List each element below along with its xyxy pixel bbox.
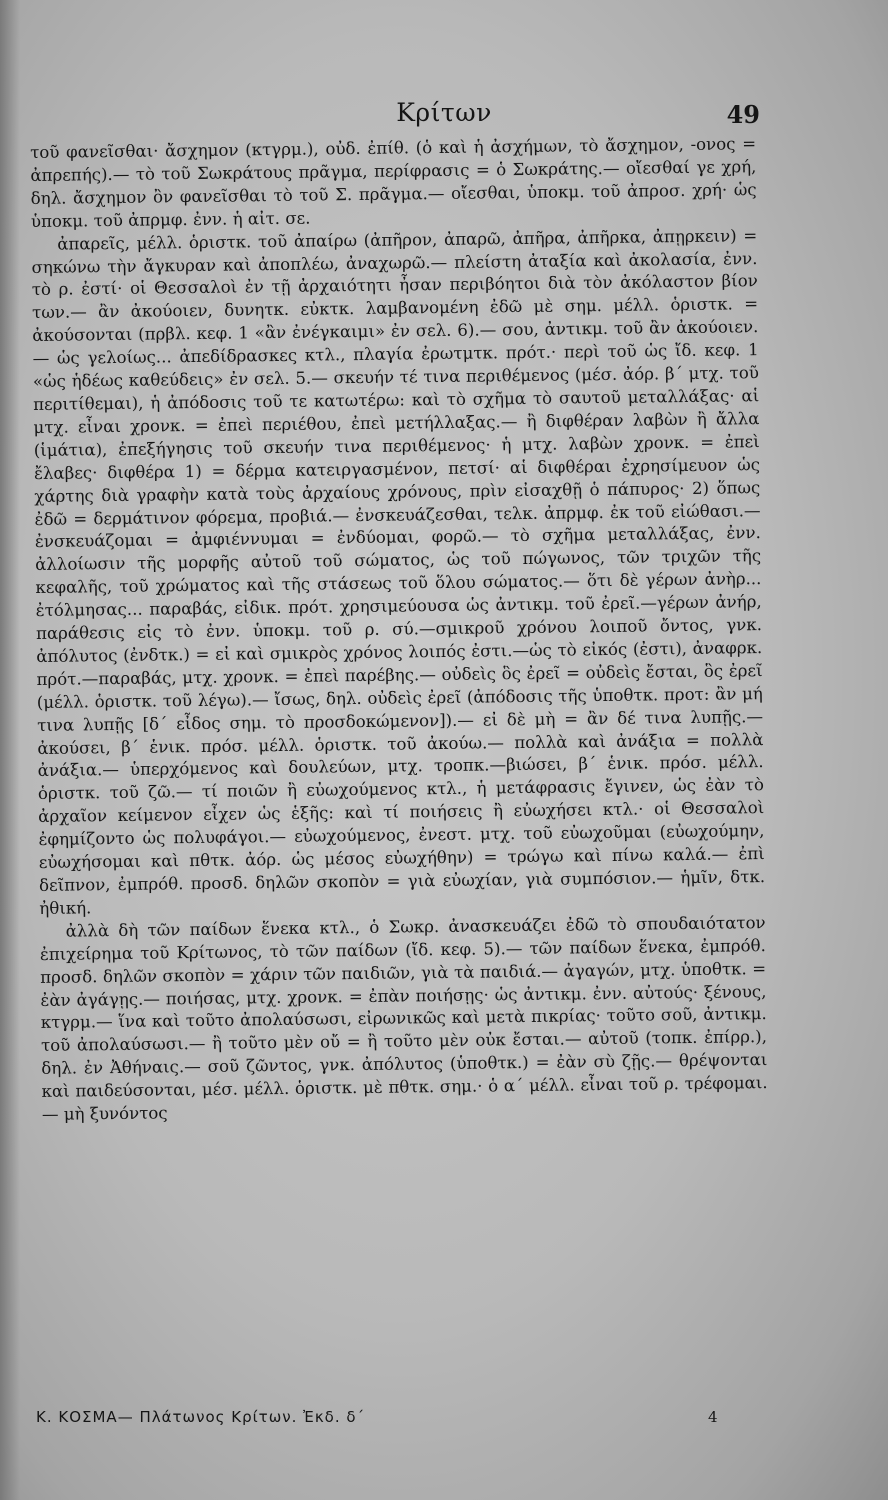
page-shadow-edge (0, 0, 20, 1500)
footer-imprint: Κ. ΚΟΣΜΑ— Πλάτωνος Κρίτων. Ἐκδ. δ΄ (36, 1408, 366, 1426)
commentary-paragraph-1: τοῦ φανεῖσθαι· ἄσχημον (κτγρμ.), οὐδ. ἐπίθ. (ὁ καὶ ἡ ἀσχήμων, τὸ ἄσχημον, -ονος = ἀπρεπής).— τὸ τοῦ Σωκράτους πρᾶγμα, περίφρασις = ὁ Σωκράτης.— οἴεσθαί γε χρή, δηλ. ἄσχημον ὂν φανεῖσθαι τὸ τοῦ Σ. πρᾶγμα.— οἴεσθαι, ὑποκμ. τοῦ ἀπροσ. χρή· ὡς ὑποκμ. τοῦ ἀπρμφ. ἐνν. ἡ αἰτ. σε. (30, 134, 757, 231)
commentary-paragraph-2: ἀπαρεῖς, μέλλ. ὁριστκ. τοῦ ἀπαίρω (ἀπῆρον, ἀπαρῶ, ἀπῆρα, ἀπῆρκα, ἀπῃρκειν) = σηκώνω τὴν ἄγκυραν καὶ ἀποπλέω, ἀναχωρῶ.— πλείστη ἀταξία καὶ ἀκολασία, ἐνν. τὸ ρ. ἐστί· οἱ Θεσσαλοὶ ἐν τῇ ἀρχαιότητι ἦσαν περιβόητοι διὰ τὸν ἀκόλαστον βίον των.— ἂν ἀκούοιεν, δυνητκ. εὐκτκ. λαμβανομένη ἐδῶ μὲ σημ. μέλλ. ὁριστκ. = ἀκούσονται (πρβλ. κεφ. 1 «ἂν ἐνέγκαιμι» ἐν σελ. 6).— σου, ἀντικμ. τοῦ ἂν ἀκούοιεν.— ὡς γελοίως... ἀπεδίδρασκες κτλ., πλαγία ἐρωτμτκ. πρότ.· περὶ τοῦ ὡς ἴδ. κεφ. 1 «ὡς ἡδέως καθεύδεις» ἐν σελ. 5.— σκευήν τέ τινα περιθέμενος (μέσ. ἀόρ. β΄ μτχ. τοῦ περιτίθεμαι), ἡ ἀπόδοσις τοῦ τε κατωτέρω: καὶ τὸ σχῆμα τὸ σαυτοῦ μεταλλάξας· αἱ μτχ. εἶναι χρονκ. = ἐπεὶ περιέθου, ἐπεὶ μετήλλαξας.— ἢ διφθέραν λαβὼν ἢ ἄλλα (ἱμάτια), ἐπεξήγησις τοῦ σκευήν τινα περιθέμενος· ἡ μτχ. λαβὼν χρονκ. = ἐπεὶ ἔλαβες· διφθέρα 1) = δέρμα κατειργασμένον, πετσί· αἱ διφθέραι ἐχρησίμευον ὡς χάρτης διὰ γραφὴν κατὰ τοὺς ἀρχαίους χρόνους, πρὶν εἰσαχθῇ ὁ πάπυρος· 2) ὅπως ἐδῶ = δερμάτινον φόρεμα, προβιά.— ἐνσκευάζεσθαι, τελκ. ἀπρμφ. ἐκ τοῦ εἰώθασι.— ἐνσκευάζομαι = ἀμφιέννυμαι = ἐνδύομαι, φορῶ.— τὸ σχῆμα μεταλλάξας, ἐνν. ἀλλοίωσιν τῆς μορφῆς αὐτοῦ τοῦ σώματος, ὡς τοῦ πώγωνος, τῶν τριχῶν τῆς κεφαλῆς, τοῦ χρώματος καὶ τῆς στάσεως τοῦ ὅλου σώματος.— ὅτι δὲ γέρων ἀνὴρ... ἐτόλμησας... παραβάς, εἰδικ. πρότ. χρησιμεύουσα ὡς ἀντικμ. τοῦ ἐρεῖ.—γέρων ἀνήρ, παράθεσις εἰς τὸ ἐνν. ὑποκμ. τοῦ ρ. σύ.—σμικροῦ χρόνου λοιποῦ ὄντος, γνκ. ἀπόλυτος (ἐνδτκ.) = εἰ καὶ σμικρὸς χρόνος λοιπός ἐστι.—ὡς τὸ εἰκός (ἐστι), ἀναφρκ. πρότ.—παραβάς, μτχ. χρονκ. = ἐπεὶ παρέβης.— οὐδεὶς ὃς ἐρεῖ = οὐδεὶς ἔσται, ὃς ἐρεῖ (μέλλ. ὁριστκ. τοῦ λέγω).— ἴσως, δηλ. οὐδεὶς ἐρεῖ (ἀπόδοσις τῆς ὑποθτκ. προτ: ἂν μή τινα λυπῇς [δ΄ εἶδος σημ. τὸ προσδοκώμενον]).— εἰ δὲ μὴ = ἂν δέ τινα λυπῇς.— ἀκούσει, β΄ ἑνικ. πρόσ. μέλλ. ὁριστκ. τοῦ ἀκούω.— πολλὰ καὶ ἀνάξια = πολλὰ ἀνάξια.— ὑπερχόμενος καὶ δουλεύων, μτχ. τροπκ.—βιώσει, β΄ ἑνικ. πρόσ. μέλλ. ὁριστκ. τοῦ ζῶ.— τί ποιῶν ἢ εὐωχούμενος κτλ., ἡ μετάφρασις ἔγινεν, ὡς ἐὰν τὸ ἀρχαῖον κείμενον εἶχεν ὡς ἑξῆς: καὶ τί ποιήσεις ἢ εὐωχήσει κτλ.· οἱ Θεσσαλοὶ ἐφημίζοντο ὡς πολυφάγοι.— εὐωχούμενος, ἐνεστ. μτχ. τοῦ εὐωχοῦμαι (εὐωχούμην, εὐωχήσομαι καὶ πθτκ. ἀόρ. ὡς μέσος εὐωχήθην) = τρώγω καὶ πίνω καλά.— ἐπὶ δεῖπνον, ἐμπρόθ. προσδ. δηλῶν σκοπὸν = γιὰ εὐωχίαν, γιὰ συμπόσιον.— ἡμῖν, δτκ. ἠθική. (31, 225, 766, 918)
signature-mark: 4 (708, 1408, 718, 1426)
commentary-paragraph-3: ἀλλὰ δὴ τῶν παίδων ἕνεκα κτλ., ὁ Σωκρ. ἀνασκευάζει ἐδῶ τὸ σπουδαιότατον ἐπιχείρημα τοῦ Κρίτωνος, τὸ τῶν παίδων (ἴδ. κεφ. 5).— τῶν παίδων ἕνεκα, ἐμπρόθ. προσδ. δηλῶν σκοπὸν = χάριν τῶν παιδιῶν, γιὰ τὰ παιδιά.— ἀγαγών, μτχ. ὑποθτκ. = ἐὰν ἀγάγῃς.— ποιήσας, μτχ. χρονκ. = ἐπὰν ποιήσῃς· ὡς ἀντικμ. ἐνν. αὐτούς· ξένους, κτγρμ.— ἵνα καὶ τοῦτο ἀπολαύσωσι, εἰρωνικῶς καὶ μετὰ πικρίας· τοῦτο σοῦ, ἀντικμ. τοῦ ἀπολαύσωσι.— ἢ τοῦτο μὲν οὔ = ἢ τοῦτο μὲν οὐκ ἔσται.— αὐτοῦ (τοπκ. ἐπίρρ.), δηλ. ἐν Ἀθήναις.— σοῦ ζῶντος, γνκ. ἀπόλυτος (ὑποθτκ.) = ἐὰν σὺ ζῇς.— θρέψονται καὶ παιδεύσονται, μέσ. μέλλ. ὁριστκ. μὲ πθτκ. σημ.· ὁ α΄ μέλλ. εἶναι τοῦ ρ. τρέφομαι.— μὴ ξυνόντος (39, 912, 768, 1124)
page-number: 49 (726, 100, 760, 129)
running-title: Κρίτων (396, 98, 492, 127)
commentary-text (30, 133, 768, 1127)
